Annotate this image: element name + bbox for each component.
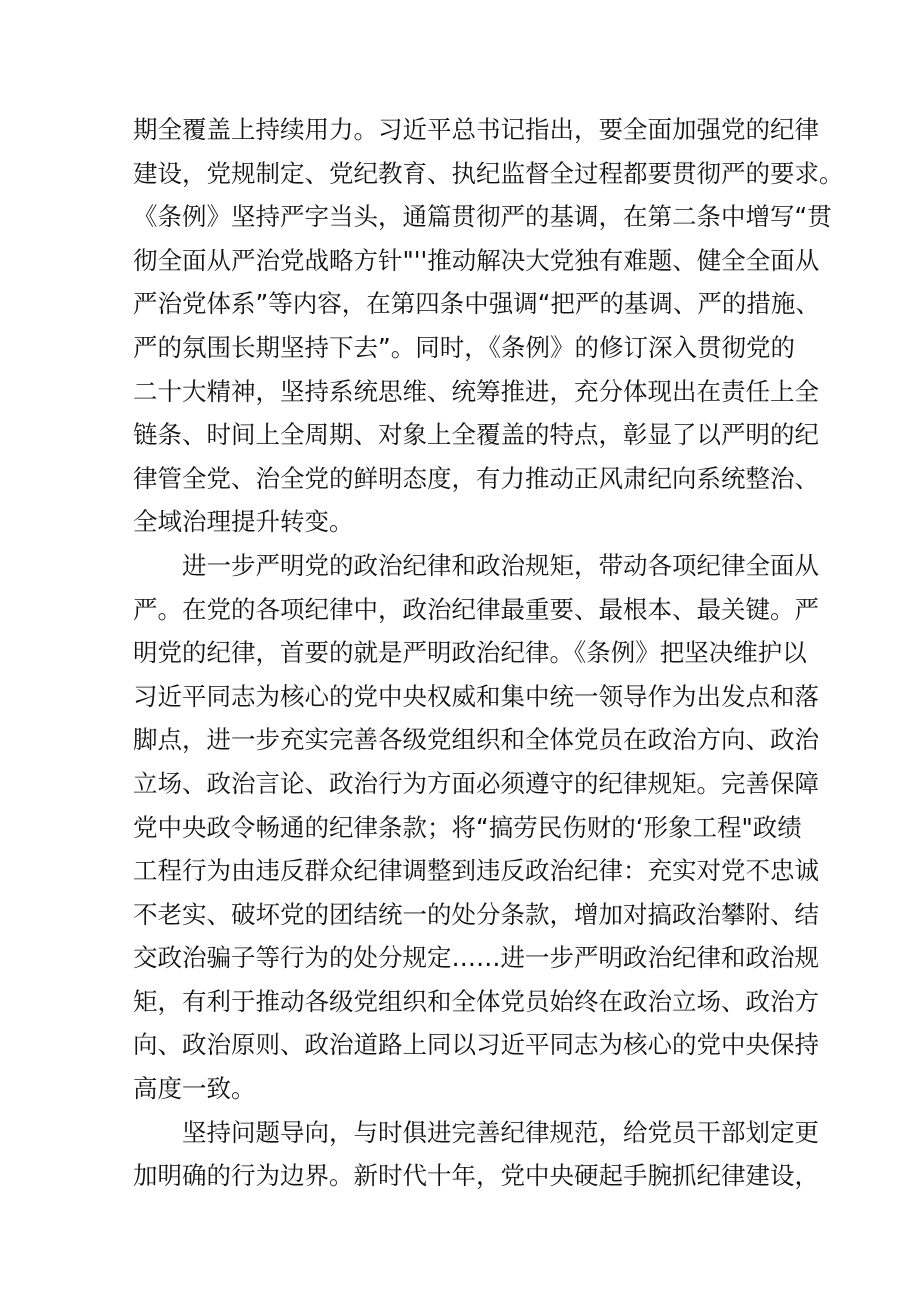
paragraph-line: 高度一致。 xyxy=(133,1074,256,1104)
paragraph-line: 不老实、破坏党的团结统一的处分条款，增加对搞政治攀附、结 xyxy=(133,899,819,929)
paragraph-line: 脚点，进一步充实完善各级党组织和全体党员在政治方向、政治 xyxy=(133,725,819,755)
paragraph-line: 严治党体系”等内容，在第四条中强调“把严的基调、严的措施、 xyxy=(133,289,820,319)
paragraph-line: 加明确的行为边界。新时代十年，党中央硬起手腕抓纪律建设， xyxy=(133,1161,819,1191)
paragraph-line: 交政治骗子等行为的处分规定……进一步严明政治纪律和政治规 xyxy=(133,943,819,973)
paragraph-line: 全域治理提升转变。 xyxy=(133,507,354,537)
paragraph-line: 工程行为由违反群众纪律调整到违反政治纪律：充实对党不忠诚 xyxy=(133,856,819,886)
paragraph-line: 党中央政令畅通的纪律条款；将“搞劳民伤财的‘形象工程"政绩 xyxy=(133,812,802,842)
paragraph-line: 律管全党、治全党的鲜明态度，有力推动正风肃纪向系统整治、 xyxy=(133,463,819,493)
paragraph-line: 严。在党的各项纪律中，政治纪律最重要、最根本、最关键。严 xyxy=(133,594,819,624)
paragraph-line: 矩，有利于推动各级党组织和全体党员始终在政治立场、政治方 xyxy=(133,986,819,1016)
paragraph-line: 二十大精神，坚持系统思维、统筹推进，充分体现出在责任上全 xyxy=(133,376,819,406)
paragraph-line: 向、政治原则、政治道路上同以习近平同志为核心的党中央保持 xyxy=(133,1030,819,1060)
paragraph-line: 立场、政治言论、政治行为方面必须遵守的纪律规矩。完善保障 xyxy=(133,768,819,798)
paragraph-first-line: 坚持问题导向，与时俱进完善纪律规范，给党员干部划定更 xyxy=(182,1117,819,1147)
document-body xyxy=(133,108,844,1198)
paragraph-line: 建设，党规制定、党纪教育、执纪监督全过程都要贯彻严的要求。 xyxy=(133,158,844,188)
paragraph-first-line: 进一步严明党的政治纪律和政治规矩，带动各项纪律全面从 xyxy=(182,550,819,580)
paragraph-line: 链条、时间上全周期、对象上全覆盖的特点，彰显了以严明的纪 xyxy=(133,420,819,450)
paragraph-line: 习近平同志为核心的党中央权威和集中统一领导作为出发点和落 xyxy=(133,681,819,711)
paragraph-line: 期全覆盖上持续用力。习近平总书记指出，要全面加强党的纪律 xyxy=(133,115,819,144)
paragraph-line: 彻全面从严治党战略方针"''推动解决大党独有难题、健全全面从 xyxy=(133,245,820,275)
paragraph-line: 严的氛围长期坚持下去”。同时，《条例》的修订深入贯彻党的 xyxy=(133,332,795,362)
paragraph-line: 明党的纪律，首要的就是严明政治纪律。《条例》把坚决维护以 xyxy=(133,638,807,668)
paragraph-line: 《条例》坚持严字当头，通篇贯彻严的基调，在第二条中增写“贯 xyxy=(133,202,832,232)
